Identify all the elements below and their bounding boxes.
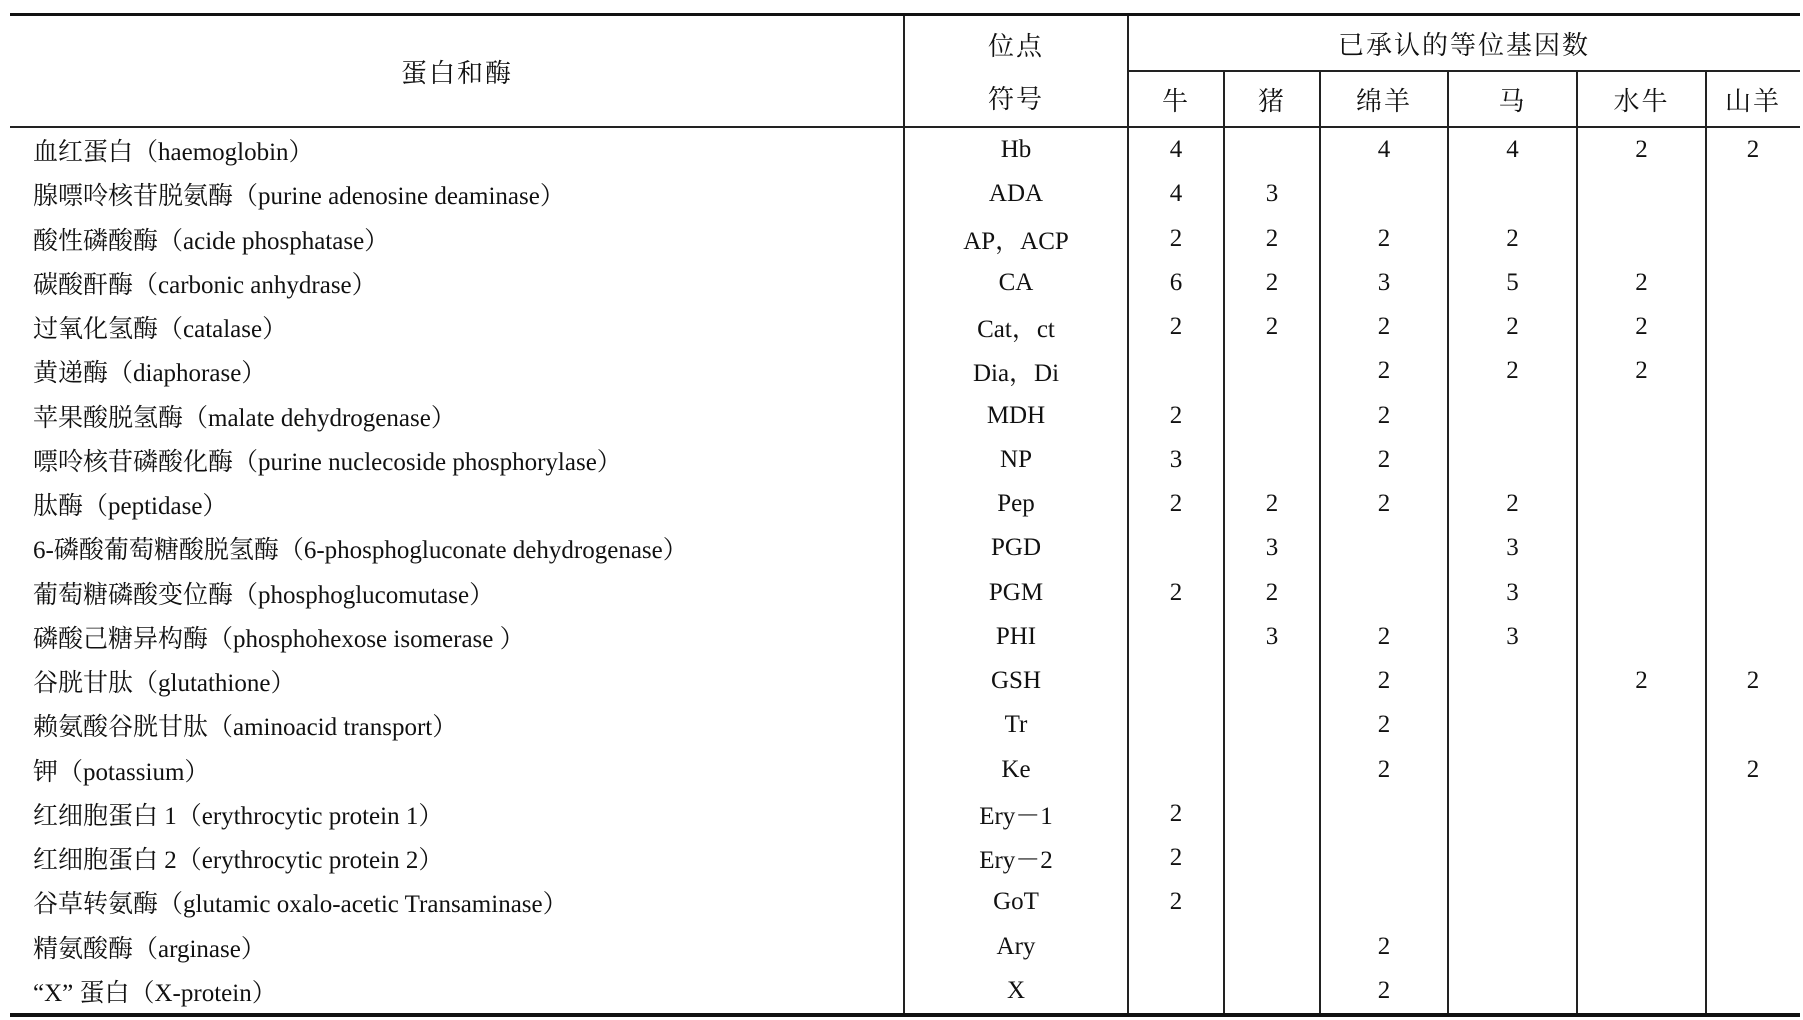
allele-count-horse: 3 (1506, 578, 1519, 606)
locus-symbol-cell: ADA (988, 180, 1044, 208)
allele-count-horse: 2 (1506, 224, 1519, 252)
allele-count-buffalo (1577, 792, 1706, 836)
allele-count-goat (1706, 438, 1800, 482)
allele-count-pig: 2 (1265, 268, 1279, 296)
protein-name-cell: 葡萄糖磷酸变位酶（phosphoglucomutase） (33, 581, 495, 609)
allele-count-sheep: 2 (1377, 622, 1391, 650)
locus-symbol-cell: Ary (996, 932, 1036, 960)
allele-count-buffalo: 2 (1635, 268, 1648, 296)
header-species-sheep: 绵羊 (1355, 86, 1412, 116)
locus-symbol-cell: Cat，ct (977, 316, 1055, 344)
allele-count-pig (1224, 349, 1320, 393)
allele-count-pig: 3 (1265, 180, 1279, 208)
allele-count-cattle (1128, 703, 1224, 747)
allele-count-buffalo (1577, 482, 1706, 526)
protein-name-cell: 磷酸己糖异构酶（phosphohexose isomerase ） (33, 625, 525, 653)
allele-count-goat (1706, 394, 1800, 438)
allele-count-cattle: 2 (1169, 799, 1183, 827)
allele-count-buffalo (1577, 880, 1706, 924)
allele-count-horse (1448, 172, 1577, 216)
allele-count-sheep: 3 (1377, 268, 1391, 296)
allele-count-horse (1448, 836, 1577, 880)
allele-count-cattle: 2 (1169, 490, 1183, 518)
allele-count-horse: 2 (1506, 490, 1519, 518)
allele-count-cattle (1128, 349, 1224, 393)
allele-count-pig: 3 (1265, 534, 1279, 562)
allele-count-buffalo: 2 (1635, 136, 1648, 164)
header-species-horse: 马 (1498, 86, 1527, 116)
allele-count-sheep (1320, 172, 1448, 216)
allele-count-goat (1706, 615, 1800, 659)
protein-name-cell: 肽酶（peptidase） (33, 493, 228, 521)
protein-name-cell: 钾（potassium） (33, 758, 210, 786)
allele-count-goat (1706, 880, 1800, 924)
allele-count-cattle: 4 (1169, 136, 1183, 164)
allele-count-cattle (1128, 925, 1224, 969)
allele-count-pig: 2 (1265, 224, 1279, 252)
locus-symbol-cell: GoT (993, 888, 1039, 916)
allele-count-sheep: 2 (1377, 357, 1391, 385)
allele-count-buffalo (1577, 438, 1706, 482)
allele-count-buffalo (1577, 969, 1706, 1013)
allele-count-goat (1706, 925, 1800, 969)
allele-count-goat (1706, 526, 1800, 570)
allele-count-buffalo (1577, 615, 1706, 659)
allele-count-pig (1224, 438, 1320, 482)
allele-count-pig (1224, 128, 1320, 172)
locus-symbol-cell: AP，ACP (963, 227, 1069, 255)
allele-count-horse (1448, 659, 1577, 703)
header-species-cattle: 牛 (1161, 86, 1190, 116)
allele-count-horse (1448, 703, 1577, 747)
locus-symbol-cell: PGM (988, 578, 1044, 606)
allele-count-horse (1448, 438, 1577, 482)
header-species-goat: 山羊 (1724, 86, 1781, 116)
allele-count-cattle: 6 (1169, 268, 1183, 296)
locus-symbol-cell: PGD (990, 534, 1041, 562)
allele-count-buffalo: 2 (1635, 357, 1648, 385)
allele-count-goat (1706, 172, 1800, 216)
header-locus-line1: 位点 (987, 31, 1044, 61)
allele-count-sheep: 2 (1377, 445, 1391, 473)
locus-symbol-cell: MDH (986, 401, 1046, 429)
protein-name-cell: 苹果酸脱氢酶（malate dehydrogenase） (33, 404, 456, 432)
allele-count-buffalo (1577, 217, 1706, 261)
allele-count-horse: 5 (1506, 268, 1519, 296)
protein-name-cell: 腺嘌呤核苷脱氨酶（purine adenosine deaminase） (33, 183, 565, 211)
allele-count-buffalo (1577, 703, 1706, 747)
locus-symbol-cell: Tr (1004, 711, 1028, 739)
locus-symbol-cell: Hb (1000, 136, 1032, 164)
allele-count-pig (1224, 659, 1320, 703)
allele-count-horse (1448, 925, 1577, 969)
header-locus-line2: 符号 (987, 84, 1044, 114)
allele-count-cattle: 4 (1169, 180, 1183, 208)
locus-symbol-cell: Ke (1001, 755, 1031, 783)
allele-count-goat (1706, 217, 1800, 261)
allele-count-sheep (1320, 836, 1448, 880)
locus-symbol-cell: Pep (997, 490, 1035, 518)
allele-count-sheep: 2 (1377, 932, 1391, 960)
allele-count-cattle: 2 (1169, 888, 1183, 916)
allele-count-pig (1224, 748, 1320, 792)
allele-count-goat (1706, 261, 1800, 305)
allele-count-sheep (1320, 880, 1448, 924)
allele-count-horse: 2 (1506, 357, 1519, 385)
allele-count-cattle: 2 (1169, 578, 1183, 606)
allele-count-buffalo (1577, 526, 1706, 570)
allele-count-horse (1448, 394, 1577, 438)
allele-count-sheep: 2 (1377, 976, 1391, 1004)
protein-name-cell: 酸性磷酸酶（acide phosphatase） (33, 227, 390, 255)
allele-count-cattle (1128, 748, 1224, 792)
allele-count-buffalo (1577, 571, 1706, 615)
table-bottom-rule (10, 1013, 1800, 1017)
protein-name-cell: 赖氨酸谷胱甘肽（aminoacid transport） (33, 714, 458, 742)
protein-name-cell: 6-磷酸葡萄糖酸脱氢酶（6-phosphogluconate dehydrogenase） (33, 537, 688, 565)
protein-name-cell: 过氧化氢酶（catalase） (33, 316, 288, 344)
allele-count-buffalo (1577, 748, 1706, 792)
allele-count-sheep (1320, 526, 1448, 570)
allele-count-goat: 2 (1746, 136, 1760, 164)
header-species-buffalo: 水牛 (1613, 86, 1670, 116)
protein-name-cell: 精氨酸酶（arginase） (33, 935, 266, 963)
protein-name-cell: 嘌呤核苷磷酸化酶（purine nuclecoside phosphorylase） (33, 448, 622, 476)
allele-count-goat (1706, 349, 1800, 393)
allele-count-cattle (1128, 526, 1224, 570)
allele-count-sheep: 2 (1377, 711, 1391, 739)
allele-count-cattle (1128, 615, 1224, 659)
protein-name-cell: 红细胞蛋白 1（erythrocytic protein 1） (33, 802, 444, 830)
header-species-pig: 猪 (1257, 86, 1286, 116)
allele-count-goat (1706, 571, 1800, 615)
allele-count-cattle: 3 (1169, 445, 1183, 473)
allele-count-pig (1224, 880, 1320, 924)
allele-count-sheep (1320, 792, 1448, 836)
locus-symbol-cell: GSH (990, 667, 1041, 695)
allele-count-horse: 3 (1506, 622, 1519, 650)
protein-name-cell: 谷胱甘肽（glutathione） (33, 670, 296, 698)
allele-count-buffalo (1577, 836, 1706, 880)
allele-count-goat: 2 (1746, 755, 1760, 783)
allele-count-goat (1706, 305, 1800, 349)
allele-count-cattle: 2 (1169, 401, 1183, 429)
allele-count-sheep (1320, 571, 1448, 615)
allele-count-sheep: 4 (1377, 136, 1391, 164)
allele-count-buffalo (1577, 172, 1706, 216)
locus-symbol-cell: Ery－1 (979, 802, 1053, 830)
locus-symbol-cell: X (1006, 976, 1026, 1004)
allele-count-pig (1224, 925, 1320, 969)
allele-count-horse (1448, 792, 1577, 836)
allele-count-sheep: 2 (1377, 667, 1391, 695)
allele-count-pig (1224, 969, 1320, 1013)
allele-count-cattle: 2 (1169, 844, 1183, 872)
allele-count-goat (1706, 703, 1800, 747)
allele-count-pig: 2 (1265, 313, 1279, 341)
header-alleles-group: 已承认的等位基因数 (1337, 30, 1590, 60)
allele-count-pig (1224, 836, 1320, 880)
allele-count-sheep: 2 (1377, 755, 1391, 783)
allele-count-horse (1448, 880, 1577, 924)
locus-symbol-cell: PHI (995, 622, 1037, 650)
allele-count-sheep: 2 (1377, 401, 1391, 429)
allele-count-goat: 2 (1746, 667, 1760, 695)
allele-count-horse: 3 (1506, 534, 1519, 562)
allele-count-sheep: 2 (1377, 490, 1391, 518)
allele-count-horse (1448, 748, 1577, 792)
allele-count-pig (1224, 703, 1320, 747)
allele-count-sheep: 2 (1377, 313, 1391, 341)
allele-count-pig: 3 (1265, 622, 1279, 650)
protein-name-cell: 红细胞蛋白 2（erythrocytic protein 2） (33, 847, 444, 875)
allele-count-cattle (1128, 659, 1224, 703)
allele-count-goat (1706, 482, 1800, 526)
allele-count-horse: 2 (1506, 313, 1519, 341)
protein-name-cell: 血红蛋白（haemoglobin） (33, 139, 314, 167)
allele-count-buffalo (1577, 394, 1706, 438)
allele-count-buffalo: 2 (1635, 313, 1648, 341)
allele-count-cattle (1128, 969, 1224, 1013)
locus-symbol-cell: NP (1000, 445, 1032, 473)
protein-name-cell: 黄递酶（diaphorase） (33, 360, 267, 388)
locus-symbol-cell: Dia，Di (972, 360, 1060, 388)
allele-count-cattle: 2 (1169, 224, 1183, 252)
allele-count-cattle: 2 (1169, 313, 1183, 341)
locus-symbol-cell: Ery－2 (979, 847, 1053, 875)
allele-count-horse: 4 (1506, 136, 1519, 164)
allele-count-goat (1706, 836, 1800, 880)
locus-symbol-cell: CA (998, 268, 1034, 296)
protein-name-cell: 谷草转氨酶（glutamic oxalo-acetic Transaminase） (33, 891, 568, 919)
allele-count-pig: 2 (1265, 490, 1279, 518)
protein-name-cell: 碳酸酐酶（carbonic anhydrase） (33, 271, 377, 299)
protein-name-cell: “X” 蛋白（X-protein） (33, 979, 277, 1007)
allele-count-buffalo (1577, 925, 1706, 969)
allele-count-pig (1224, 792, 1320, 836)
allele-count-horse (1448, 969, 1577, 1013)
allele-count-sheep: 2 (1377, 224, 1391, 252)
header-protein-column: 蛋白和酶 (400, 58, 513, 88)
allele-count-pig: 2 (1265, 578, 1279, 606)
allele-count-goat (1706, 792, 1800, 836)
allele-count-pig (1224, 394, 1320, 438)
allele-count-buffalo: 2 (1635, 667, 1648, 695)
allele-count-goat (1706, 969, 1800, 1013)
